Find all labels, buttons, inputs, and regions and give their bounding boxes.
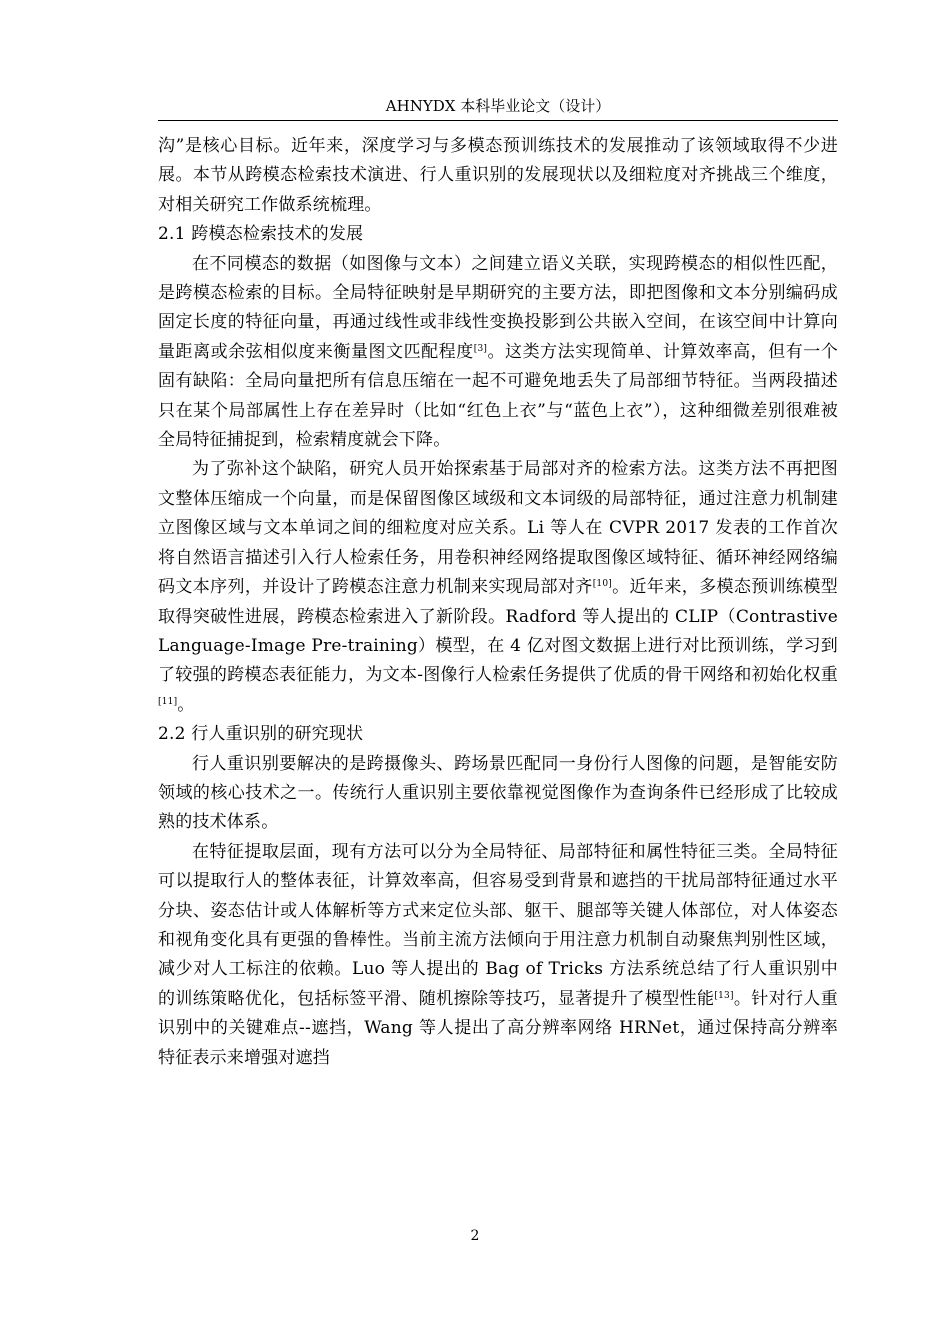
paragraph-feature-extraction <box>158 838 838 1073</box>
paragraph-local-alignment <box>158 455 838 720</box>
page-number: 2 <box>470 1228 480 1244</box>
paragraph-text: 。近年来，多模态预训练模型取得突破性进展，跨模态检索进入了新阶段。Radford 等人提出的 CLIP（Contrastive Language-Image Pre-training）模型，在 4 亿对图文数据上进行对比预训练，学习到了较强的跨模态表征能力，为文本-图像行人检索任务提供了优质的骨干网络和初始化权重 <box>158 577 839 686</box>
citation-ref: [10] <box>592 579 612 590</box>
paragraph-intro: 沟”是核心目标。近年来，深度学习与多模态预训练技术的发展推动了该领域取得不少进展。本节从跨模态检索技术演进、行人重识别的发展现状以及细粒度对齐挑战三个维度，对相关研究工作做系统梳理。 <box>158 136 838 215</box>
citation-ref: [13] <box>714 990 734 1001</box>
citation-ref: [3] <box>473 343 488 354</box>
paragraph-text: 。 <box>177 694 195 715</box>
paragraph-text: 。针对行人重识别中的关键难点--遮挡，Wang 等人提出了高分辨率网络 HRNet，通过保持高分辨率特征表示来增强对遮挡 <box>158 988 838 1068</box>
section-heading-2-2: 2.2 行人重识别的研究现状 <box>158 724 364 745</box>
running-header: AHNYDX 本科毕业论文（设计） <box>158 92 838 121</box>
citation-ref: [11] <box>158 696 178 707</box>
paragraph-reid-intro: 行人重识别要解决的是跨摄像头、跨场景匹配同一身份行人图像的问题，是智能安防领域的核心技术之一。传统行人重识别主要依靠视觉图像作为查询条件已经形成了比较成熟的技术体系。 <box>158 753 838 833</box>
paragraph-text: 为了弥补这个缺陷，研究人员开始探索基于局部对齐的检索方法。这类方法不再把图文整体压缩成一个向量，而是保留图像区域级和文本词级的局部特征，通过注意力机制建立图像区域与文本单词之间的细粒度对应关系。Li 等人在 CVPR 2017 发表的工作首次将自然语言描述引入行人检索任务，用卷积神经网络提取图像区域特征、循环神经网络编码文本序列，并设计了跨模态注意力机制来实现局部对齐 <box>158 459 838 598</box>
section-heading-2-1: 2.1 跨模态检索技术的发展 <box>158 224 364 245</box>
body-text <box>158 132 838 1073</box>
paragraph-text: 。这类方法实现简单、计算效率高，但有一个固有缺陷：全局向量把所有信息压缩在一起不可避免地丢失了局部细节特征。当两段描述只在某个局部属性上存在差异时（比如“红色上衣”与“蓝色上衣”），这种细微差别很难被全局特征捕捉到，检索精度就会下降。 <box>158 341 838 451</box>
paragraph-text: 在不同模态的数据（如图像与文本）之间建立语义关联，实现跨模态的相似性匹配，是跨模态检索的目标。全局特征映射是早期研究的主要方法，即把图像和文本分别编码成固定长度的特征向量，再通过线性或非线性变换投影到公共嵌入空间，在该空间中计算向量距离或余弦相似度来衡量图文匹配程度 <box>158 253 838 362</box>
paragraph-cross-modal <box>158 250 838 456</box>
paragraph-text: 在特征提取层面，现有方法可以分为全局特征、局部特征和属性特征三类。全局特征可以提取行人的整体表征，计算效率高，但容易受到背景和遮挡的干扰局部特征通过水平分块、姿态估计或人体解析等方式来定位头部、躯干、腿部等关键人体部位，对人体姿态和视角变化具有更强的鲁棒性。当前主流方法倾向于用注意力机制自动聚焦判别性区域，减少对人工标注的依赖。Luo 等人提出的 Bag of Tricks 方法系统总结了行人重识别中的训练策略优化，包括标签平滑、随机擦除等技巧，显著提升了模型性能 <box>158 841 838 1009</box>
